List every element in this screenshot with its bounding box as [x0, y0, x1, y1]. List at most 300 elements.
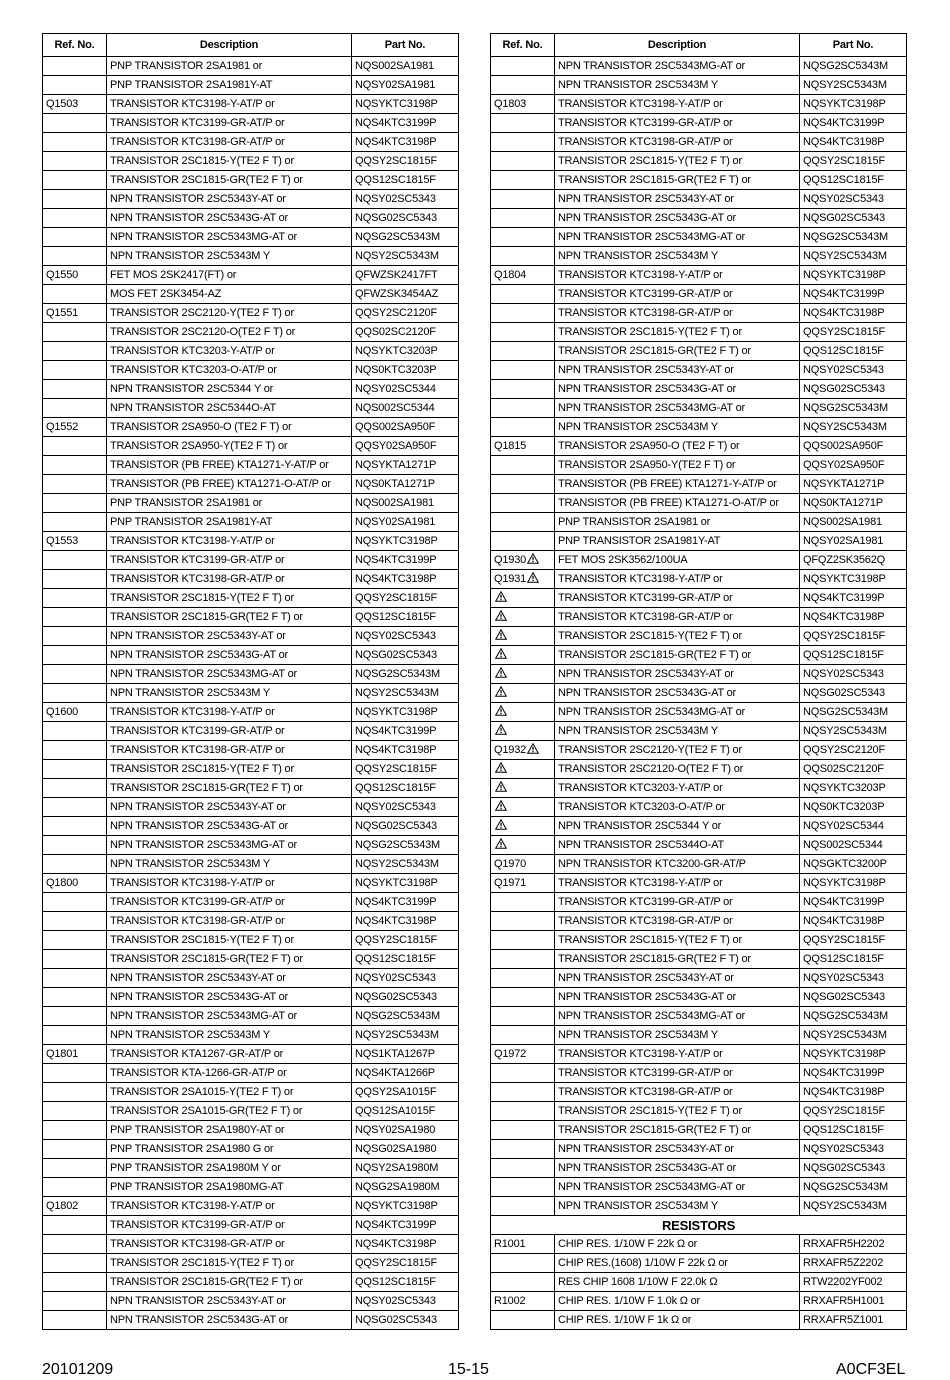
ref-no-cell	[491, 817, 555, 836]
table-row	[43, 1311, 459, 1330]
ref-no-cell	[43, 57, 107, 76]
ref-no-cell	[43, 874, 107, 893]
description-cell: NPN TRANSISTOR 2SC5344 Y or	[107, 380, 352, 399]
description-cell: TRANSISTOR KTC3198-GR-AT/P or	[555, 304, 800, 323]
description-cell: TRANSISTOR KTC3203-O-AT/P or	[555, 798, 800, 817]
description-cell: NPN TRANSISTOR 2SC5343M Y	[107, 684, 352, 703]
part-no-cell: NQSY2SC5343M	[800, 1026, 907, 1045]
ref-no-cell	[491, 722, 555, 741]
table-row	[491, 1197, 907, 1216]
ref-no-cell	[491, 1311, 555, 1330]
table-row	[43, 399, 459, 418]
header-ref-no: Ref. No.	[43, 34, 107, 57]
ref-no-cell	[43, 114, 107, 133]
description-cell: CHIP RES. 1/10W F 1.0k Ω or	[555, 1292, 800, 1311]
description-cell: NPN TRANSISTOR 2SC5343Y-AT or	[107, 969, 352, 988]
table-row	[43, 228, 459, 247]
ref-no-cell	[491, 285, 555, 304]
ref-no-cell	[491, 1178, 555, 1197]
table-row	[491, 1045, 907, 1064]
part-no-cell: NQSY2SC5343M	[800, 1197, 907, 1216]
description-cell: FET MOS 2SK2417(FT) or	[107, 266, 352, 285]
description-cell: NPN TRANSISTOR 2SC5343M Y	[107, 1026, 352, 1045]
description-cell: NPN TRANSISTOR 2SC5343M Y	[555, 1026, 800, 1045]
table-row	[491, 133, 907, 152]
part-no-cell: NQSG02SC5343	[800, 380, 907, 399]
ref-no-label: Q1600	[46, 705, 79, 718]
table-row	[43, 456, 459, 475]
table-row	[491, 1273, 907, 1292]
ref-no-cell	[491, 380, 555, 399]
part-no-cell: NQSYKTC3198P	[800, 95, 907, 114]
description-cell: PNP TRANSISTOR 2SA1981Y-AT	[107, 513, 352, 532]
table-row	[491, 1064, 907, 1083]
part-no-cell: NQS4KTC3199P	[352, 1216, 459, 1235]
ref-no-cell	[43, 494, 107, 513]
table-row	[43, 285, 459, 304]
ref-no-label: Q1503	[46, 97, 79, 110]
table-row	[43, 855, 459, 874]
table-row	[491, 1026, 907, 1045]
part-no-cell: QQS12SA1015F	[352, 1102, 459, 1121]
description-cell: TRANSISTOR 2SC2120-Y(TE2 F T) or	[555, 741, 800, 760]
ref-no-label: Q1804	[494, 268, 527, 281]
table-row	[491, 1102, 907, 1121]
description-cell: NPN TRANSISTOR 2SC5343G-AT or	[107, 817, 352, 836]
part-no-cell: NQSG2SC5343M	[800, 399, 907, 418]
description-cell: NPN TRANSISTOR 2SC5343M Y	[555, 76, 800, 95]
table-row	[491, 665, 907, 684]
description-cell: TRANSISTOR 2SA1015-Y(TE2 F T) or	[107, 1083, 352, 1102]
table-row	[43, 1235, 459, 1254]
ref-no-cell	[43, 684, 107, 703]
table-row	[491, 570, 907, 589]
description-cell: NPN TRANSISTOR 2SC5343MG-AT or	[555, 399, 800, 418]
ref-no-cell	[491, 1102, 555, 1121]
ref-no-cell	[491, 969, 555, 988]
description-cell: TRANSISTOR 2SC1815-GR(TE2 F T) or	[107, 608, 352, 627]
description-cell: TRANSISTOR KTC3198-GR-AT/P or	[107, 570, 352, 589]
part-no-cell: NQSG02SC5343	[800, 988, 907, 1007]
description-cell: NPN TRANSISTOR 2SC5343M Y	[107, 855, 352, 874]
description-cell: PNP TRANSISTOR 2SA1981 or	[555, 513, 800, 532]
ref-no-cell	[43, 133, 107, 152]
table-row	[43, 1026, 459, 1045]
description-cell: TRANSISTOR 2SC1815-Y(TE2 F T) or	[107, 589, 352, 608]
ref-no-cell	[43, 1159, 107, 1178]
ref-no-cell	[43, 969, 107, 988]
part-no-cell: QQSY2SC2120F	[352, 304, 459, 323]
part-no-cell: NQSYKTC3198P	[800, 874, 907, 893]
description-cell: TRANSISTOR KTC3199-GR-AT/P or	[555, 893, 800, 912]
ref-no-label: Q1800	[46, 876, 79, 889]
part-no-cell: NQS4KTC3198P	[800, 133, 907, 152]
description-cell: TRANSISTOR KTC3198-Y-AT/P or	[555, 95, 800, 114]
description-cell: TRANSISTOR KTC3198-GR-AT/P or	[107, 912, 352, 931]
table-row	[491, 285, 907, 304]
part-no-cell: NQSY02SC5343	[800, 361, 907, 380]
part-no-cell: NQS4KTC3198P	[800, 304, 907, 323]
ref-no-cell	[43, 931, 107, 950]
part-no-cell: NQSY02SC5343	[352, 190, 459, 209]
part-no-cell: QQS12SC1815F	[352, 171, 459, 190]
table-row	[43, 1102, 459, 1121]
ref-no-cell	[491, 988, 555, 1007]
ref-no-cell	[43, 418, 107, 437]
ref-no-label: Q1802	[46, 1199, 79, 1212]
ref-no-label: R1001	[494, 1237, 526, 1250]
table-row	[43, 874, 459, 893]
part-no-cell: NQSY02SC5343	[800, 665, 907, 684]
part-no-cell: NQS002SA1981	[800, 513, 907, 532]
description-cell: NPN TRANSISTOR 2SC5343MG-AT or	[107, 836, 352, 855]
table-row	[491, 418, 907, 437]
ref-no-cell	[43, 1083, 107, 1102]
table-row	[43, 95, 459, 114]
part-no-cell: NQSYKTC3198P	[800, 266, 907, 285]
part-no-cell: NQSG2SA1980M	[352, 1178, 459, 1197]
part-no-cell: NQS4KTC3198P	[352, 741, 459, 760]
part-no-cell: NQSG02SC5343	[352, 646, 459, 665]
part-no-cell: NQSYKTC3198P	[800, 1045, 907, 1064]
ref-no-cell	[43, 817, 107, 836]
part-no-cell: NQS4KTC3199P	[352, 114, 459, 133]
table-row	[43, 760, 459, 779]
description-cell: TRANSISTOR 2SC2120-O(TE2 F T) or	[107, 323, 352, 342]
ref-no-label: Q1932	[494, 743, 527, 756]
ref-no-label: Q1551	[46, 306, 79, 319]
description-cell: TRANSISTOR 2SC1815-GR(TE2 F T) or	[107, 171, 352, 190]
table-row	[491, 874, 907, 893]
part-no-cell: QFWZSK2417FT	[352, 266, 459, 285]
table-row	[491, 76, 907, 95]
part-no-cell: NQSY2SC5343M	[352, 855, 459, 874]
description-cell: TRANSISTOR 2SC1815-Y(TE2 F T) or	[107, 1254, 352, 1273]
table-row	[491, 760, 907, 779]
table-row	[491, 988, 907, 1007]
ref-no-label: R1002	[494, 1294, 526, 1307]
ref-no-cell	[43, 760, 107, 779]
description-cell: TRANSISTOR KTC3198-Y-AT/P or	[555, 874, 800, 893]
part-no-cell: NQS4KTA1266P	[352, 1064, 459, 1083]
table-row	[43, 779, 459, 798]
ref-no-cell	[43, 285, 107, 304]
ref-no-cell	[491, 665, 555, 684]
table-row	[43, 1197, 459, 1216]
part-no-cell: NQS4KTC3198P	[800, 1083, 907, 1102]
part-no-cell: NQSYKTC3198P	[352, 703, 459, 722]
ref-no-cell	[43, 741, 107, 760]
description-cell: TRANSISTOR 2SC1815-GR(TE2 F T) or	[555, 950, 800, 969]
table-row	[491, 1083, 907, 1102]
part-no-cell: NQSY02SC5343	[352, 798, 459, 817]
ref-no-cell	[43, 342, 107, 361]
table-row	[43, 266, 459, 285]
part-no-cell: NQS4KTC3199P	[800, 114, 907, 133]
description-cell: CHIP RES. 1/10W F 22k Ω or	[555, 1235, 800, 1254]
ref-no-cell	[43, 798, 107, 817]
ref-no-cell	[491, 1007, 555, 1026]
description-cell: NPN TRANSISTOR 2SC5343G-AT or	[555, 209, 800, 228]
ref-no-cell	[43, 513, 107, 532]
part-no-cell: QQSY2SC1815F	[800, 931, 907, 950]
ref-no-label: Q1970	[494, 857, 527, 870]
part-no-cell: QQS12SC1815F	[800, 342, 907, 361]
table-row	[43, 76, 459, 95]
part-no-cell: QQS002SA950F	[352, 418, 459, 437]
warning-triangle-icon	[527, 743, 539, 754]
ref-no-cell	[43, 1178, 107, 1197]
ref-no-cell	[43, 1121, 107, 1140]
description-cell: NPN TRANSISTOR 2SC5343Y-AT or	[555, 190, 800, 209]
ref-no-cell	[43, 1197, 107, 1216]
description-cell: NPN TRANSISTOR KTC3200-GR-AT/P	[555, 855, 800, 874]
header-part-no: Part No.	[352, 34, 459, 57]
header-description: Description	[107, 34, 352, 57]
ref-no-cell	[43, 893, 107, 912]
ref-no-cell	[491, 950, 555, 969]
table-row	[43, 475, 459, 494]
description-cell: TRANSISTOR KTC3198-Y-AT/P or	[107, 532, 352, 551]
table-row	[43, 1045, 459, 1064]
description-cell: TRANSISTOR KTC3198-Y-AT/P or	[107, 703, 352, 722]
table-row	[43, 722, 459, 741]
description-cell: TRANSISTOR 2SC1815-Y(TE2 F T) or	[555, 627, 800, 646]
table-row	[491, 57, 907, 76]
description-cell: TRANSISTOR 2SC1815-Y(TE2 F T) or	[107, 931, 352, 950]
table-row	[491, 209, 907, 228]
ref-no-cell	[491, 1064, 555, 1083]
table-row	[491, 513, 907, 532]
ref-no-cell	[43, 665, 107, 684]
description-cell: NPN TRANSISTOR 2SC5343M Y	[107, 247, 352, 266]
description-cell: NPN TRANSISTOR 2SC5343MG-AT or	[107, 1007, 352, 1026]
part-no-cell: QQSY2SC1815F	[800, 323, 907, 342]
ref-no-cell	[43, 171, 107, 190]
ref-no-cell	[43, 1045, 107, 1064]
ref-no-cell	[43, 1216, 107, 1235]
part-no-cell: NQS0KTC3203P	[800, 798, 907, 817]
part-no-cell: NQSY2SA1980M	[352, 1159, 459, 1178]
ref-no-cell	[43, 437, 107, 456]
description-cell: TRANSISTOR KTC3203-Y-AT/P or	[107, 342, 352, 361]
description-cell: TRANSISTOR KTC3198-GR-AT/P or	[107, 1235, 352, 1254]
table-row	[43, 836, 459, 855]
part-no-cell: RRXAFR5H1001	[800, 1292, 907, 1311]
table-row	[491, 627, 907, 646]
description-cell: PNP TRANSISTOR 2SA1980 G or	[107, 1140, 352, 1159]
description-cell: TRANSISTOR KTC3199-GR-AT/P or	[555, 285, 800, 304]
table-row	[491, 1235, 907, 1254]
table-row	[43, 703, 459, 722]
table-row	[491, 817, 907, 836]
part-no-cell: NQSG02SC5343	[352, 817, 459, 836]
description-cell: TRANSISTOR 2SC1815-Y(TE2 F T) or	[555, 152, 800, 171]
ref-no-cell	[491, 931, 555, 950]
description-cell: TRANSISTOR 2SA950-O (TE2 F T) or	[555, 437, 800, 456]
description-cell: PNP TRANSISTOR 2SA1981Y-AT	[107, 76, 352, 95]
part-no-cell: QQS12SC1815F	[352, 950, 459, 969]
table-row	[43, 418, 459, 437]
description-cell: NPN TRANSISTOR 2SC5343G-AT or	[107, 988, 352, 1007]
ref-no-cell	[491, 456, 555, 475]
description-cell: NPN TRANSISTOR 2SC5344O-AT	[107, 399, 352, 418]
part-no-cell: NQSYKTC3203P	[800, 779, 907, 798]
part-no-cell: NQSG2SC5343M	[352, 665, 459, 684]
table-row	[43, 608, 459, 627]
description-cell: NPN TRANSISTOR 2SC5343G-AT or	[107, 209, 352, 228]
part-no-cell: NQSY02SC5343	[800, 969, 907, 988]
table-row	[43, 342, 459, 361]
ref-no-cell	[43, 456, 107, 475]
table-row	[491, 722, 907, 741]
description-cell: TRANSISTOR 2SC2120-Y(TE2 F T) or	[107, 304, 352, 323]
table-row	[491, 1216, 907, 1235]
description-cell: NPN TRANSISTOR 2SC5343M Y	[555, 722, 800, 741]
description-cell: TRANSISTOR 2SC1815-Y(TE2 F T) or	[555, 931, 800, 950]
part-no-cell: RRXAFR5H2202	[800, 1235, 907, 1254]
ref-no-label: Q1550	[46, 268, 79, 281]
part-no-cell: QFQZ2SK3562Q	[800, 551, 907, 570]
table-row	[43, 1064, 459, 1083]
part-no-cell: NQS4KTC3198P	[352, 912, 459, 931]
description-cell: TRANSISTOR 2SA1015-GR(TE2 F T) or	[107, 1102, 352, 1121]
ref-no-cell	[491, 1292, 555, 1311]
ref-no-cell	[491, 874, 555, 893]
part-no-cell: QQSY2SC1815F	[800, 627, 907, 646]
description-cell: TRANSISTOR KTC3198-Y-AT/P or	[555, 1045, 800, 1064]
footer-date: 20101209	[42, 1361, 114, 1378]
ref-no-cell	[43, 361, 107, 380]
description-cell: TRANSISTOR KTC3198-GR-AT/P or	[555, 608, 800, 627]
description-cell: NPN TRANSISTOR 2SC5343MG-AT or	[555, 1178, 800, 1197]
table-row	[43, 304, 459, 323]
part-no-cell: NQS002SC5344	[800, 836, 907, 855]
part-no-cell: QQS02SC2120F	[800, 760, 907, 779]
description-cell: TRANSISTOR 2SC1815-GR(TE2 F T) or	[555, 1121, 800, 1140]
ref-no-cell	[491, 1159, 555, 1178]
table-row	[491, 456, 907, 475]
description-cell: TRANSISTOR KTC3199-GR-AT/P or	[107, 893, 352, 912]
warning-triangle-icon	[495, 762, 507, 773]
part-no-cell: NQSG2SC5343M	[800, 228, 907, 247]
description-cell: TRANSISTOR 2SC1815-Y(TE2 F T) or	[555, 323, 800, 342]
part-no-cell: NQS4KTC3199P	[352, 551, 459, 570]
table-row	[43, 950, 459, 969]
ref-no-cell	[491, 399, 555, 418]
description-cell: NPN TRANSISTOR 2SC5343G-AT or	[555, 1159, 800, 1178]
table-row	[43, 798, 459, 817]
ref-no-cell	[43, 266, 107, 285]
ref-no-cell	[491, 1235, 555, 1254]
table-row	[43, 532, 459, 551]
table-row	[43, 494, 459, 513]
ref-no-cell	[43, 627, 107, 646]
ref-no-label: Q1971	[494, 876, 527, 889]
part-no-cell: NQSYKTC3198P	[352, 95, 459, 114]
part-no-cell: NQSYKTC3198P	[352, 532, 459, 551]
part-no-cell: NQSY02SC5343	[352, 1292, 459, 1311]
warning-triangle-icon	[495, 629, 507, 640]
part-no-cell: NQS4KTC3199P	[352, 893, 459, 912]
table-row	[43, 570, 459, 589]
warning-triangle-icon	[495, 724, 507, 735]
description-cell: NPN TRANSISTOR 2SC5343G-AT or	[107, 1311, 352, 1330]
description-cell: NPN TRANSISTOR 2SC5343G-AT or	[555, 380, 800, 399]
ref-no-cell	[43, 722, 107, 741]
part-no-cell: NQSYKTC3203P	[352, 342, 459, 361]
table-row	[43, 988, 459, 1007]
description-cell: NPN TRANSISTOR 2SC5343G-AT or	[555, 988, 800, 1007]
ref-no-label: Q1930	[494, 553, 527, 566]
table-row	[43, 323, 459, 342]
table-row	[491, 532, 907, 551]
table-row	[491, 361, 907, 380]
part-no-cell: NQS4KTC3198P	[352, 1235, 459, 1254]
table-row	[43, 133, 459, 152]
warning-triangle-icon	[527, 553, 539, 564]
table-row	[491, 266, 907, 285]
ref-no-cell	[491, 418, 555, 437]
part-no-cell: QQSY2SC1815F	[352, 931, 459, 950]
part-no-cell: NQSG2SC5343M	[800, 1178, 907, 1197]
ref-no-cell	[43, 190, 107, 209]
ref-no-cell	[491, 1045, 555, 1064]
table-row	[43, 1292, 459, 1311]
part-no-cell: NQSY2SC5343M	[352, 684, 459, 703]
description-cell: TRANSISTOR 2SC2120-O(TE2 F T) or	[555, 760, 800, 779]
part-no-cell: QQSY2SC1815F	[352, 589, 459, 608]
description-cell: TRANSISTOR 2SC1815-GR(TE2 F T) or	[107, 950, 352, 969]
part-no-cell: QQSY2SC1815F	[800, 1102, 907, 1121]
description-cell: NPN TRANSISTOR 2SC5344O-AT	[555, 836, 800, 855]
parts-table-left	[42, 33, 459, 1330]
ref-no-cell	[491, 855, 555, 874]
table-row	[491, 798, 907, 817]
ref-no-label: Q1553	[46, 534, 79, 547]
part-no-cell: NQSY02SA1981	[352, 513, 459, 532]
ref-no-cell	[491, 684, 555, 703]
ref-no-cell	[491, 760, 555, 779]
table-row	[43, 912, 459, 931]
part-no-cell: NQSYKTA1271P	[352, 456, 459, 475]
ref-no-cell	[491, 114, 555, 133]
table-row	[491, 1007, 907, 1026]
part-no-cell: NQSYKTA1271P	[800, 475, 907, 494]
table-row	[43, 589, 459, 608]
table-row	[43, 931, 459, 950]
ref-no-cell	[491, 1273, 555, 1292]
table-row	[491, 855, 907, 874]
table-row	[491, 551, 907, 570]
table-row	[43, 684, 459, 703]
part-no-cell: QQS12SC1815F	[352, 608, 459, 627]
ref-no-cell	[491, 133, 555, 152]
table-row	[491, 1311, 907, 1330]
header-ref-no: Ref. No.	[491, 34, 555, 57]
part-no-cell: NQSYKTC3198P	[352, 1197, 459, 1216]
table-row	[491, 1254, 907, 1273]
table-row	[491, 703, 907, 722]
description-cell: TRANSISTOR 2SC1815-Y(TE2 F T) or	[555, 1102, 800, 1121]
part-no-cell: NQSG2SC5343M	[352, 1007, 459, 1026]
part-no-cell: NQSYKTC3198P	[352, 874, 459, 893]
ref-no-cell	[43, 228, 107, 247]
ref-no-cell	[491, 95, 555, 114]
ref-no-cell	[491, 646, 555, 665]
description-cell: TRANSISTOR 2SA950-Y(TE2 F T) or	[555, 456, 800, 475]
ref-no-cell	[491, 893, 555, 912]
